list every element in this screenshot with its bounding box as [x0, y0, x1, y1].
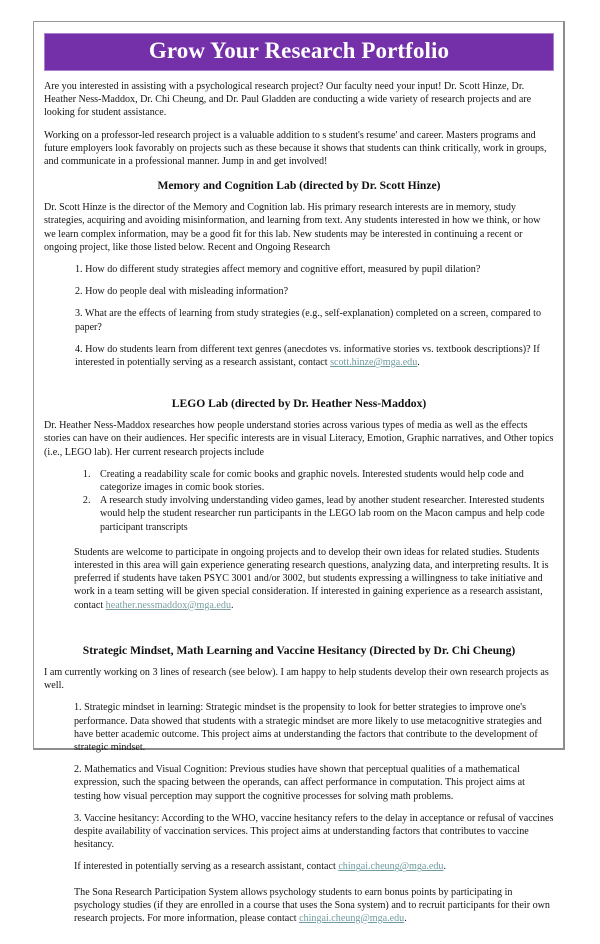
memory-lab-item-1: 1. How do different study strategies affect memory and cognitive effort, measured by pupil dilation?	[75, 264, 481, 276]
spacer	[44, 378, 554, 386]
heather-nessmaddox-email-link[interactable]: heather.nessmaddox@mga.edu	[105, 599, 232, 611]
strategic-mindset-intro: I am currently working on 3 lines of research (see below). I am happy to help students develop their own research projects as well.	[44, 666, 549, 692]
document-body	[34, 22, 563, 944]
intro-paragraph-1: Are you interested in assisting with a psychological research project? Our faculty need your input! Dr. Scott Hinze, Dr. Heather Ness-Maddox, Dr. Chi Cheung, and Dr. Paul Gladden are conducting a wide variety of research projects and are looking for student assistance.	[44, 81, 532, 119]
title-banner	[44, 33, 554, 71]
list-item: 1. Creating a readability scale for comic books and graphic novels. Interested students would help code and categorize images in comic book stories.	[93, 468, 554, 494]
strategic-mindset-contact-tail: .	[443, 861, 446, 873]
lego-lab-closing-paragraph	[44, 546, 554, 612]
strategic-mindset-heading: Strategic Mindset, Math Learning and Vaccine Hesitancy (Directed by Dr. Chi Cheung)	[82, 643, 516, 657]
strategic-mindset-item-1: 1. Strategic mindset in learning: Strategic mindset is the propensity to look for better strategies to improve one's performance. Data showed that students with a strategic mindset are more likely to use metacognitive strategies and have better academic outcome. This project aims at understanding the factors that contribute to the development of strategic mindset.	[74, 702, 542, 753]
list-item: 2. A research study involving understanding video games, lead by another student researcher. Interested students would help the student researcher run participants in the LEGO lab room on the Macon campus and help code participant transcripts	[93, 494, 554, 534]
lego-lab-closing-text: Students are welcome to participate in ongoing projects and to develop their own ideas for related studies. Students interested in this area will gain experience generating research questions, analyzing data, and interpreting results. It is preferred if students have taken PSYC 3001 and/or 3002, but students expressing a willingness to take initiative and work in a team setting will be given special consideration. If interested in gaining experience as a research assistant, contact	[74, 546, 549, 611]
document-page	[33, 21, 565, 924]
strategic-mindset-item-2: 2. Mathematics and Visual Cognition: Previous studies have shown that perceptual qualities of a mathematical expression, such the spacing between the operands, can affect performance in computation. This project aims at testing how visual perception may support the cognitive processes for solving math problems.	[74, 764, 525, 802]
spacer	[44, 621, 554, 633]
memory-lab-item-2: 2. How do people deal with misleading information?	[75, 286, 289, 298]
sona-chingai-cheung-email-link[interactable]: chingai.cheung@mga.edu	[299, 912, 405, 924]
lego-lab-description: Dr. Heather Ness-Maddox researches how people understand stories across various types of media as well as the effects stories can have on their audiences. Her specific interests are in visual Literacy, Emotion, Graphic narratives, and Other topics (i.e., LEGO lab). Her current research projects include	[44, 420, 554, 458]
lego-lab-heading: LEGO Lab (directed by Dr. Heather Ness-Maddox)	[171, 397, 427, 411]
lego-lab-closing-tail: .	[231, 599, 234, 611]
chingai-cheung-email-link[interactable]: chingai.cheung@mga.edu	[338, 861, 444, 873]
strategic-mindset-contact-paragraph	[44, 860, 554, 873]
strategic-mindset-contact-text: If interested in potentially serving as a research assistant, contact	[74, 861, 339, 873]
sona-system-text: The Sona Research Participation System allows psychology students to earn bonus points by participating in psychology studies (if they are enrolled in a course that uses the Sona system) and to recruit participants for their own research projects. For more information, please contact	[74, 886, 550, 924]
memory-lab-item-4-text: 4. How do students learn from different text genres (anecdotes vs. informative stories vs. textbook descriptions)? If interested in potentially serving as a research assistant, contact	[75, 343, 540, 369]
memory-lab-description: Dr. Scott Hinze is the director of the Memory and Cognition lab. His primary research interests are in memory, study strategies, acquiring and avoiding misinformation, and learning from text. Any students interested in how we think, or how we learn complex information, may be a good fit for this lab. New students may be interested in continuing a recent or ongoing project, like those listed below. Recent and Ongoing Research	[44, 202, 541, 253]
strategic-mindset-item-3: 3. Vaccine hesitancy: According to the WHO, vaccine hesitancy refers to the delay in acceptance or refusal of vaccines despite availability of vaccination services. This project aims at understanding factors that contributes to vaccine hesitancy.	[74, 812, 554, 851]
memory-lab-item-3: 3. What are the effects of learning from study strategies (e.g., self-explanation) completed on a screen, compared to paper?	[75, 308, 542, 333]
sona-system-tail: .	[404, 912, 407, 924]
intro-paragraph-2: Working on a professor-led research project is a valuable addition to s student's resume' and career. Masters programs and future employers look favorably on projects such as these because it shows that students can think critically, work in groups, and communicate in a professional manner. Jump in and get involved!	[44, 129, 547, 168]
page-title: Grow Your Research Portfolio	[148, 38, 450, 63]
sona-system-paragraph	[44, 886, 554, 926]
scott-hinze-email-link[interactable]: scott.hinze@mga.edu	[330, 357, 418, 369]
lego-lab-project-list	[44, 468, 554, 534]
memory-lab-item-4	[44, 343, 554, 369]
memory-lab-item-4-tail: .	[417, 357, 420, 369]
memory-lab-heading: Memory and Cognition Lab (directed by Dr. Scott Hinze)	[157, 179, 441, 193]
